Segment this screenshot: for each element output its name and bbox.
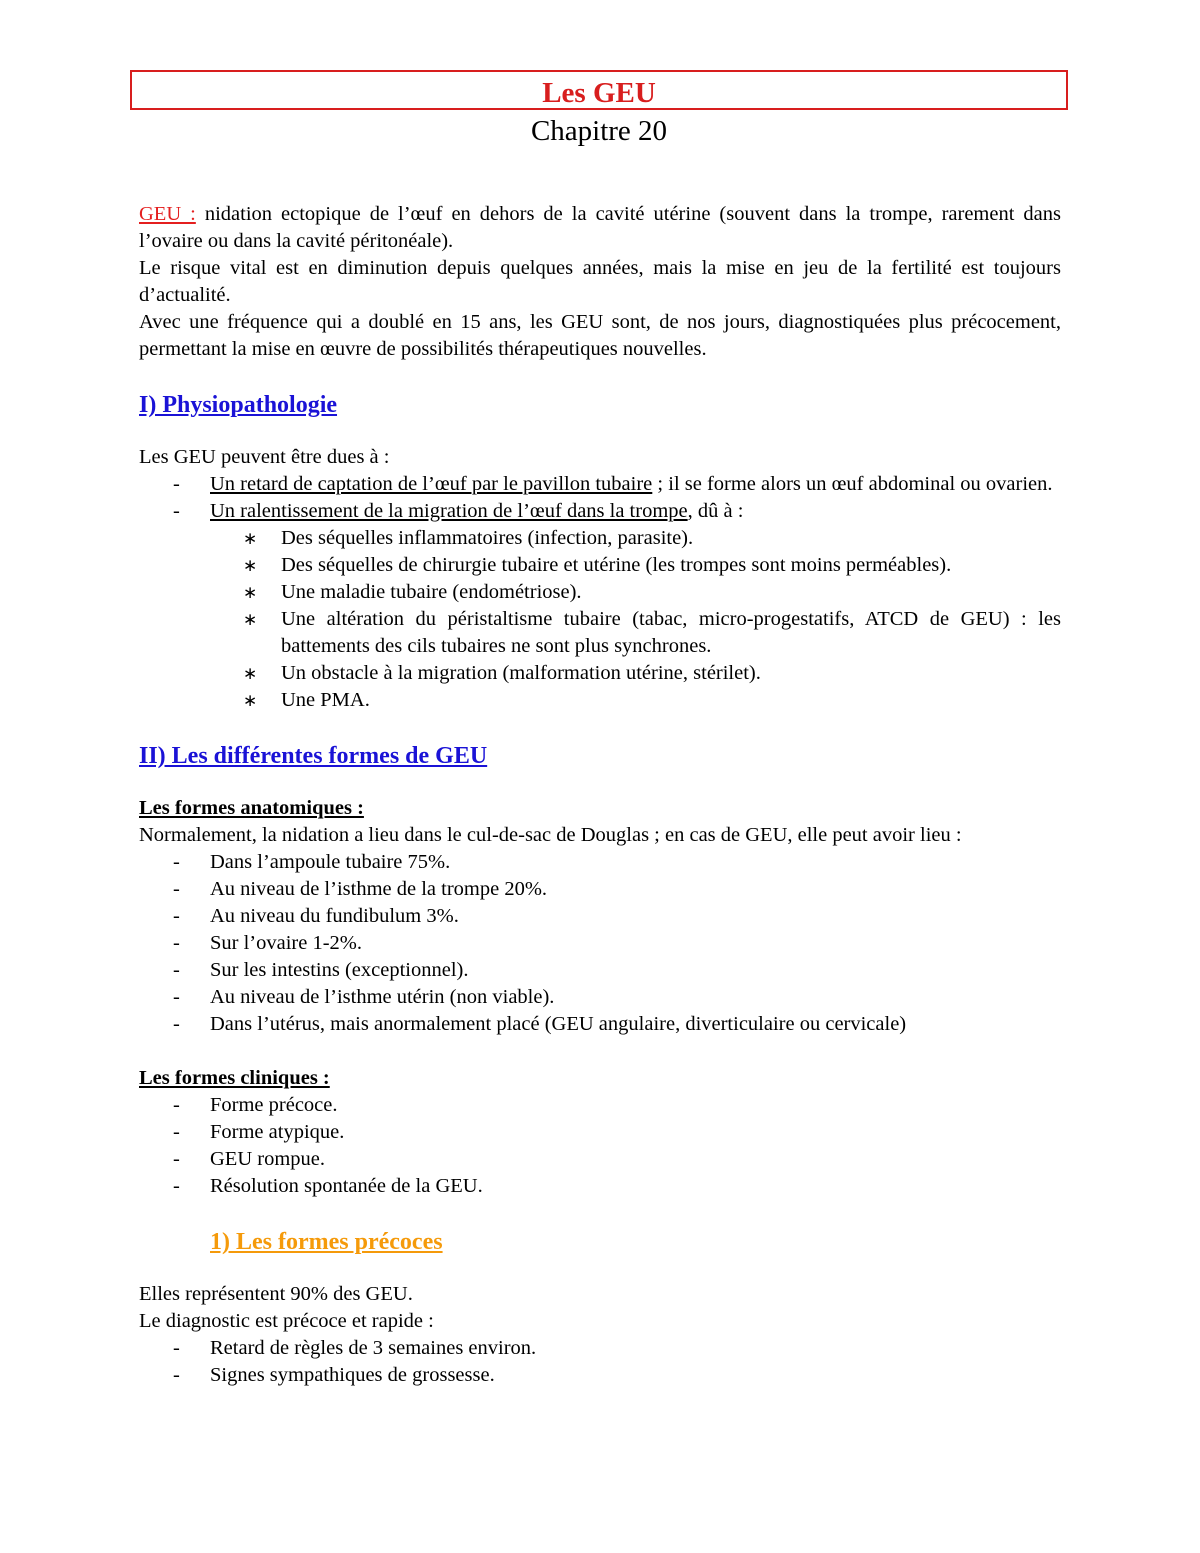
anatomic-list <box>139 849 1061 1038</box>
dash-marker: - <box>173 1148 180 1170</box>
subitem-text: Une maladie tubaire (endométriose). <box>281 581 582 603</box>
subitem-text: Une PMA. <box>281 689 370 711</box>
list-item <box>139 1335 1061 1362</box>
dash-marker: - <box>173 1121 180 1143</box>
dash-marker: - <box>173 1175 180 1197</box>
chapter-subtitle: Chapitre 20 <box>530 115 668 147</box>
list-item-text: Dans l’ampoule tubaire 75%. <box>210 851 451 873</box>
list-item-text: Sur les intestins (exceptionnel). <box>210 959 469 981</box>
cause-1-rest: ; il se forme alors un œuf abdominal ou ovarien. <box>652 473 1053 495</box>
dash-marker: - <box>173 473 180 495</box>
asterisk-marker: ∗ <box>243 529 258 548</box>
list-item-text: GEU rompue. <box>210 1148 326 1170</box>
list-item <box>139 903 1061 930</box>
section-heading-formes: II) Les différentes formes de GEU <box>139 743 488 769</box>
list-item <box>139 930 1061 957</box>
list-item-text: Résolution spontanée de la GEU. <box>210 1175 483 1197</box>
dash-marker: - <box>173 851 180 873</box>
list-item <box>139 606 1061 660</box>
asterisk-marker: ∗ <box>243 664 258 683</box>
dash-marker: - <box>173 905 180 927</box>
asterisk-marker: ∗ <box>243 691 258 710</box>
cause-2-underlined: Un ralentissement de la migration de l’œuf dans la trompe <box>210 500 688 522</box>
cause-list <box>139 471 1061 525</box>
list-item-text: Forme atypique. <box>210 1121 345 1143</box>
precoce-list <box>139 1335 1061 1389</box>
intro-paragraph-2: Le risque vital est en diminution depuis quelques années, mais la mise en jeu de la fertilité est toujours d’actualité. <box>139 257 1061 306</box>
list-item <box>139 849 1061 876</box>
dash-marker: - <box>173 1013 180 1035</box>
list-item <box>139 525 1061 552</box>
anatomic-lead: Normalement, la nidation a lieu dans le cul-de-sac de Douglas ; en cas de GEU, elle peut avoir lieu : <box>139 824 962 846</box>
intro-paragraph-1 <box>139 201 1061 255</box>
dash-marker: - <box>173 1094 180 1116</box>
list-item-text: Signes sympathiques de grossesse. <box>210 1364 495 1386</box>
list-item <box>139 579 1061 606</box>
subheading-formes-cliniques: Les formes cliniques : <box>139 1067 330 1089</box>
document-title: Les GEU <box>542 77 656 109</box>
intro-paragraph-3: Avec une fréquence qui a doublé en 15 ans, les GEU sont, de nos jours, diagnostiquées plus précocement, permettant la mise en œuvre de possibilités thérapeutiques nouvelles. <box>139 311 1061 360</box>
list-item <box>139 1173 1061 1200</box>
cause-2-rest: , dû à : <box>687 500 744 522</box>
cause-sublist <box>139 525 1061 714</box>
dash-marker: - <box>173 932 180 954</box>
list-item <box>139 660 1061 687</box>
list-item <box>139 1092 1061 1119</box>
list-item <box>139 687 1061 714</box>
list-item-text: Au niveau du fundibulum 3%. <box>210 905 459 927</box>
list-item <box>139 876 1061 903</box>
subitem-text: Des séquelles de chirurgie tubaire et utérine (les trompes sont moins perméables). <box>281 554 952 576</box>
list-item-text: Retard de règles de 3 semaines environ. <box>210 1337 537 1359</box>
section-heading-formes-precoces: 1) Les formes précoces <box>210 1229 443 1255</box>
list-item <box>139 471 1061 498</box>
dash-marker: - <box>173 986 180 1008</box>
list-item-text: Au niveau de l’isthme utérin (non viable). <box>210 986 555 1008</box>
clinical-list <box>139 1092 1061 1200</box>
asterisk-marker: ∗ <box>243 583 258 602</box>
asterisk-marker: ∗ <box>243 610 258 629</box>
precoce-paragraph-1: Elles représentent 90% des GEU. <box>139 1283 413 1305</box>
dash-marker: - <box>173 1364 180 1386</box>
list-item-text: Forme précoce. <box>210 1094 338 1116</box>
list-item-text: Sur l’ovaire 1-2%. <box>210 932 362 954</box>
subheading-formes-anatomiques: Les formes anatomiques : <box>139 797 364 819</box>
document-body <box>139 201 1061 1389</box>
list-item <box>139 498 1061 525</box>
dash-marker: - <box>173 878 180 900</box>
list-item-text: Au niveau de l’isthme de la trompe 20%. <box>210 878 548 900</box>
list-item <box>139 957 1061 984</box>
list-item-text: Dans l’utérus, mais anormalement placé (GEU angulaire, diverticulaire ou cervicale) <box>210 1013 907 1035</box>
dash-marker: - <box>173 959 180 981</box>
geu-definition-text: nidation ectopique de l’œuf en dehors de la cavité utérine (souvent dans la trompe, rarement dans l’ovaire ou dans la cavité péritonéale). <box>139 203 1061 252</box>
list-item <box>139 552 1061 579</box>
asterisk-marker: ∗ <box>243 556 258 575</box>
cause-1-underlined: Un retard de captation de l’œuf par le pavillon tubaire <box>210 473 653 495</box>
geu-definition-label: GEU : <box>139 203 196 225</box>
title-box <box>130 70 1068 110</box>
subitem-text: Une altération du péristaltisme tubaire (tabac, micro-progestatifs, ATCD de GEU) : les battements des cils tubaires ne sont plus synchrones. <box>281 608 1061 657</box>
subitem-text: Des séquelles inflammatoires (infection, parasite). <box>281 527 694 549</box>
section-heading-physiopathologie: I) Physiopathologie <box>139 392 338 418</box>
list-item <box>139 1119 1061 1146</box>
list-item <box>139 1011 1061 1038</box>
precoce-paragraph-2: Le diagnostic est précoce et rapide : <box>139 1310 434 1332</box>
list-item <box>139 1146 1061 1173</box>
dash-marker: - <box>173 1337 180 1359</box>
dash-marker: - <box>173 500 180 522</box>
section1-lead: Les GEU peuvent être dues à : <box>139 446 390 468</box>
list-item <box>139 1362 1061 1389</box>
list-item <box>139 984 1061 1011</box>
subitem-text: Un obstacle à la migration (malformation utérine, stérilet). <box>281 662 761 684</box>
